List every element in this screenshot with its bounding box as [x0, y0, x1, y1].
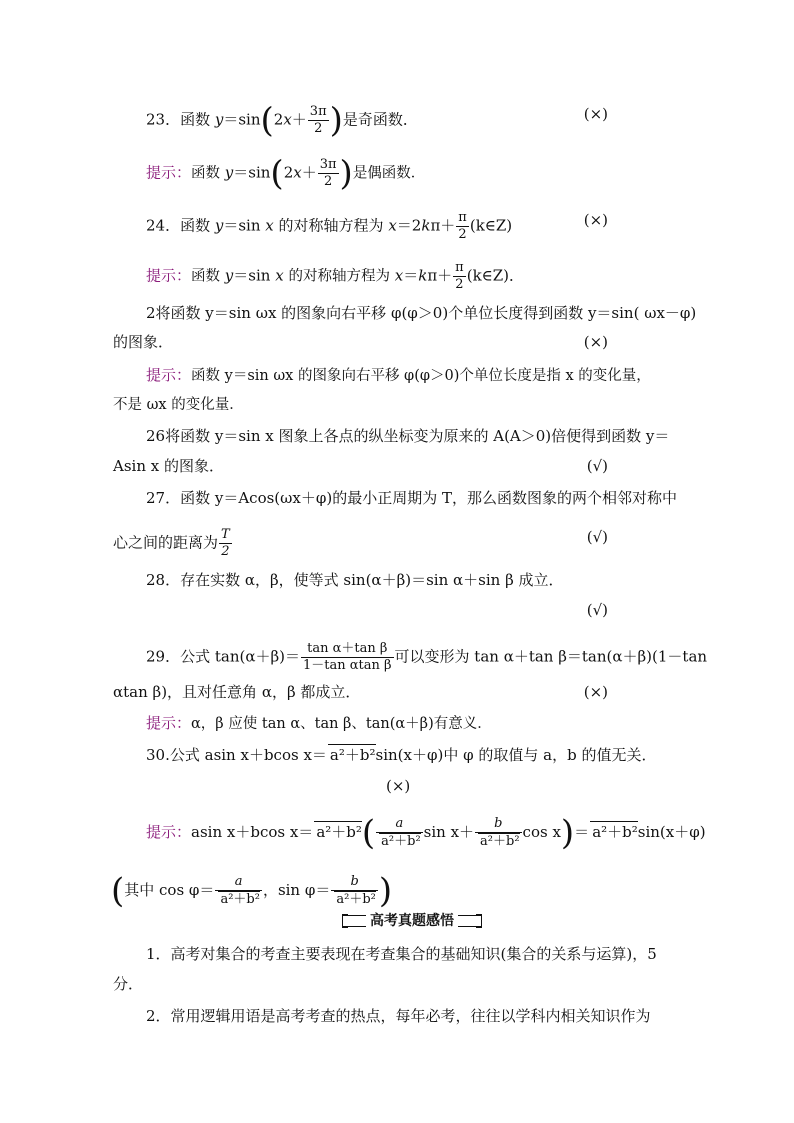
hint-label: 提示： — [146, 823, 192, 841]
q26-mark: (√) — [586, 457, 608, 475]
q25-mark: (×) — [583, 333, 608, 351]
q30-mark: (×) — [386, 777, 411, 795]
hint-label: 提示： — [146, 266, 192, 285]
q28-mark: (√) — [586, 601, 608, 619]
q24-fraction: $\frac{\pi}{2}$ — [458, 210, 467, 242]
h23-fraction: $\frac{3\pi}{2}$ — [319, 157, 337, 189]
q24-mark: (×) — [583, 211, 608, 229]
q27-fraction: $\frac{T}{2}$ — [221, 527, 230, 559]
q23-prefix: 23．函数 — [146, 110, 211, 129]
h30b-fraction-b: $\frac{b}{\text{a²＋b²}}$ — [331, 874, 378, 908]
h30-fraction-a: $\frac{a}{\text{a²＋b²}}$ — [376, 816, 423, 850]
q23-mark: (×) — [583, 105, 608, 123]
q23-suffix: 是奇函数． — [342, 110, 418, 129]
q23-fraction: $\frac{3\pi}{2}$ — [309, 104, 327, 136]
hint-label: 提示： — [146, 163, 192, 182]
hint-label: 提示： — [146, 366, 192, 384]
q29-fraction: $\frac{\text{tan α＋tan β}}{\text{1－tan αtan β}}$ — [303, 641, 392, 673]
h30b-fraction-a: $\frac{a}{\text{a²＋b²}}$ — [215, 874, 262, 908]
hint-label: 提示： — [146, 714, 192, 732]
q27-mark: (√) — [586, 528, 608, 546]
h30-fraction-b: $\frac{b}{\text{a²＋b²}}$ — [475, 816, 522, 850]
section-heading: 高考真题感悟 — [342, 911, 482, 931]
h24-fraction: $\frac{\pi}{2}$ — [455, 260, 464, 292]
q29-mark: (×) — [583, 683, 608, 701]
